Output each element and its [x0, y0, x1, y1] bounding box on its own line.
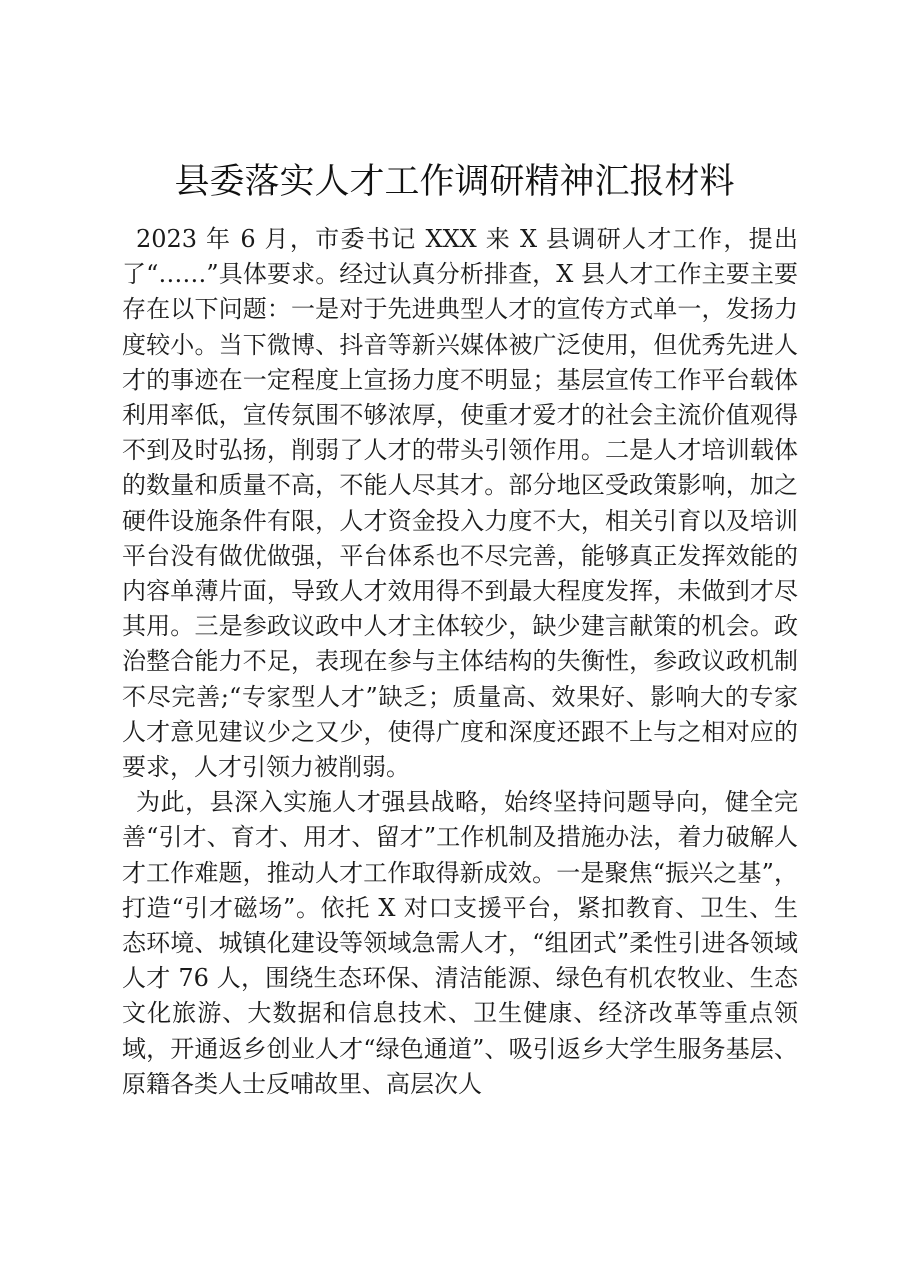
paragraph-measures: 为此，县深入实施人才强县战略，始终坚持问题导向，健全完善“引才、育才、用才、留才”工作机制及措施办法，着力破解人才工作难题，推动人才工作取得新成效。一是聚焦“振兴之基”，打造“引才磁场”。依托 X 对口支援平台，紧扣教育、卫生、生态环境、城镇化建设等领域急需人才，“组团式”柔性引进各领域人才 76 人，围绕生态环保、清洁能源、绿色有机农牧业、生态文化旅游、大数据和信息技术、卫生健康、经济改革等重点领域，开通返乡创业人才“绿色通道”、吸引返乡大学生服务基层、原籍各类人士反哺故里、高层次人 — [122, 788, 798, 1098]
paragraph-problems: 2023 年 6 月，市委书记 XXX 来 X 县调研人才工作，提出了“……”具体要求。经过认真分析排查，X 县人才工作主要主要存在以下问题：一是对于先进典型人才的宣传方式单一，发扬力度较小。当下微博、抖音等新兴媒体被广泛使用，但优秀先进人才的事迹在一定程度上宣扬力度不明显；基层宣传工作平台载体利用率低，宣传氛围不够浓厚，使重才爱才的社会主流价值观得不到及时弘扬，削弱了人才的带头引领作用。二是人才培训载体的数量和质量不高，不能人尽其才。部分地区受政策影响，加之硬件设施条件有限，人才资金投入力度不大，相关引育以及培训平台没有做优做强，平台体系也不尽完善，能够真正发挥效能的内容单薄片面，导致人才效用得不到最大程度发挥，未做到才尽其用。三是参政议政中人才主体较少，缺少建言献策的机会。政治整合能力不足，表现在参与主体结构的失衡性，参政议政机制不尽完善;“专家型人才”缺乏；质量高、效果好、影响大的专家人才意见建议少之又少，使得广度和深度还跟不上与之相对应的要求，人才引领力被削弱。 — [122, 225, 798, 782]
document-title: 县委落实人才工作调研精神汇报材料 — [174, 162, 735, 202]
document-body — [122, 222, 798, 1102]
